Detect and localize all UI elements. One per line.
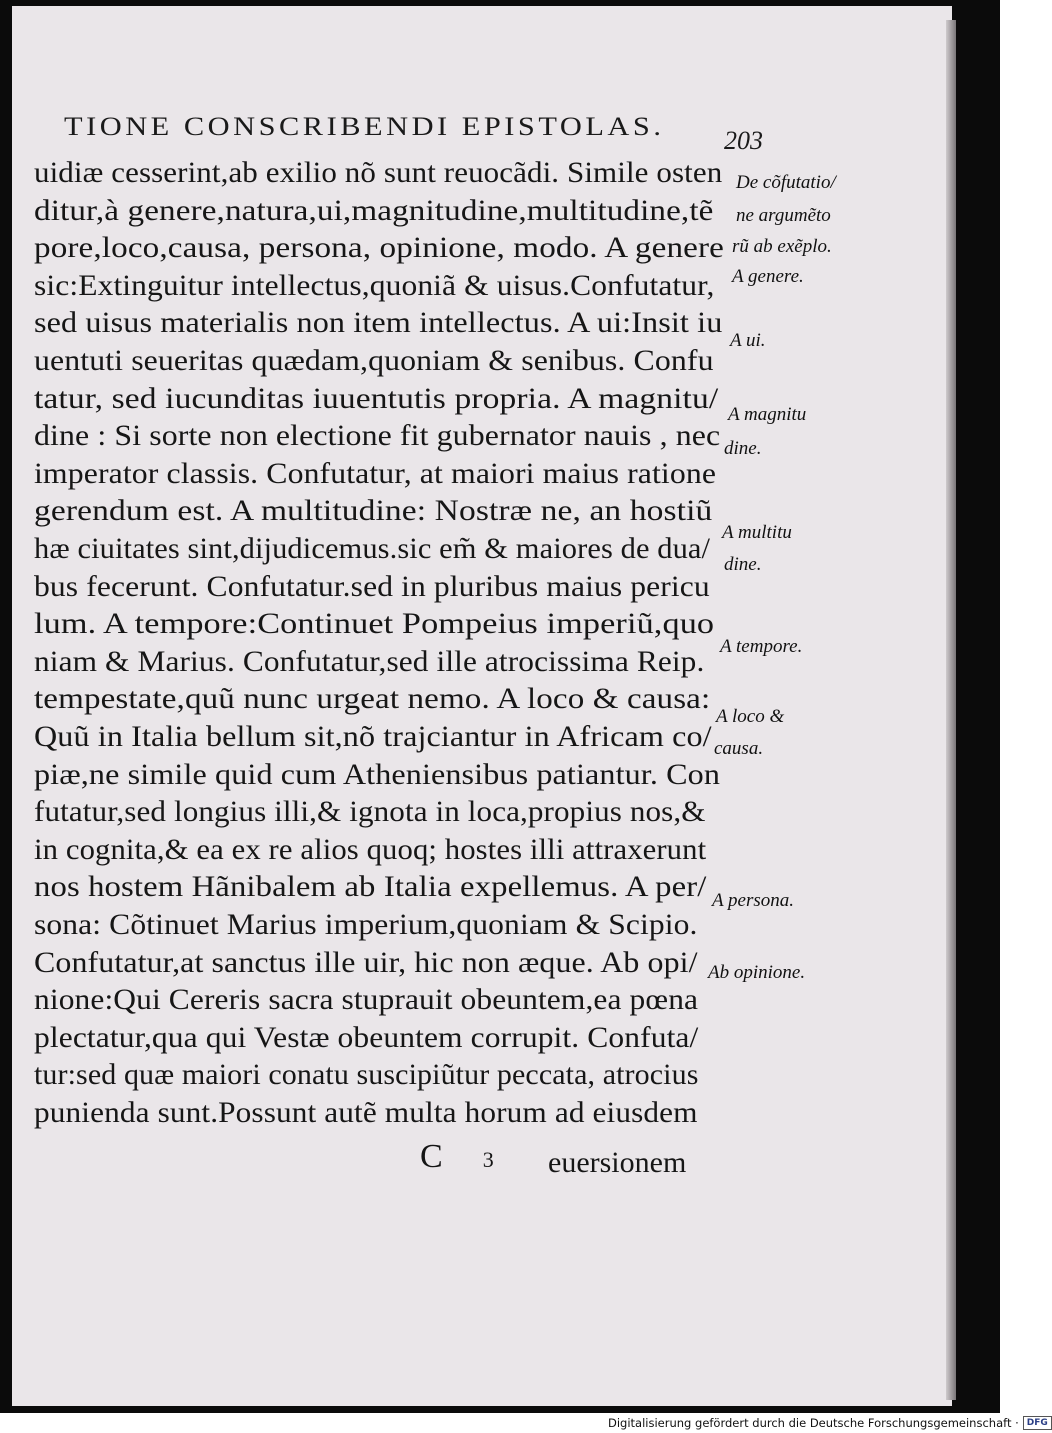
body-line: pore,loco,causa, persona, opinione, modo. A genere <box>34 231 724 265</box>
body-line: hæ ciuitates sint,dijudicemus.sic em̃ & maiores de dua/ <box>34 532 711 565</box>
body-line: gerendum est. A multitudine: Nostræ ne, an hostiũ <box>34 494 713 528</box>
body-line: imperator classis. Confutatur, at maiori maius ratione <box>34 456 717 490</box>
body-line: niam & Marius. Confutatur,sed ille atrocissima Reip. <box>34 644 705 678</box>
marginal-note: A magnitu <box>728 404 807 425</box>
marginal-note: rũ ab exẽplo. <box>732 236 832 257</box>
body-line: bus fecerunt. Confutatur.sed in pluribus maius pericu <box>34 569 710 603</box>
body-line: ditur,à genere,natura,ui,magnitudine,multitudine,tẽ <box>34 193 714 227</box>
folio-number: 203 <box>724 126 763 155</box>
body-line: dine : Si sorte non electione fit gubernator nauis , nec <box>34 419 721 453</box>
body-line: plectatur,qua qui Vestæ obeuntem corrupit. Confuta/ <box>34 1020 699 1054</box>
marginal-note: dine. <box>724 438 762 459</box>
catchword: euersionem <box>548 1146 687 1179</box>
body-line: tur:sed quæ maiori conatu suscipiũtur peccata, atrocius <box>34 1058 699 1092</box>
body-line: tempestate,quũ nunc urgeat nemo. A loco & causa: <box>34 682 711 716</box>
running-head: TIONE CONSCRIBENDI EPISTOLAS. <box>64 112 665 141</box>
signature-mark <box>420 1138 494 1176</box>
marginal-note: Ab opinione. <box>708 962 806 983</box>
marginal-note: dine. <box>724 554 762 575</box>
body-line: Quũ in Italia bellum sit,nõ trajciantur in Africam co/ <box>34 720 712 753</box>
marginal-note: A multitu <box>722 522 792 543</box>
body-line: Confutatur,at sanctus ille uir, hic non æque. Ab opi/ <box>34 945 698 979</box>
signature-letter: C <box>420 1138 443 1175</box>
body-line: sic:Extinguitur intellectus,quoniã & uisus.Confutatur, <box>34 268 715 302</box>
body-line: tatur, sed iucunditas iuuentutis propria. A magnitu/ <box>34 381 719 415</box>
body-line: sona: Cõtinuet Marius imperium,quoniam & Scipio. <box>34 908 698 941</box>
marginal-note: A ui. <box>730 330 766 351</box>
page-edge-shadow <box>946 20 956 1400</box>
marginal-note: causa. <box>714 738 764 759</box>
body-line: piæ,ne simile quid cum Atheniensibus patiantur. Con <box>34 757 721 791</box>
signature-number: 3 <box>482 1147 494 1172</box>
body-line: uentuti seueritas quædam,quoniam & senibus. Confu <box>34 344 714 377</box>
marginal-note: ne argumẽto <box>736 205 831 226</box>
body-line: punienda sunt.Possunt autẽ multa horum ad eiusdem <box>34 1096 698 1129</box>
dfg-logo: DFG <box>1023 1416 1052 1430</box>
marginal-note: A genere. <box>732 266 804 287</box>
credit-text: Digitalisierung gefördert durch die Deutsche Forschungsgemeinschaft · <box>608 1416 1019 1430</box>
digitization-credit <box>608 1416 1052 1430</box>
body-line: nione:Qui Cereris sacra stuprauit obeuntem,ea pœna <box>34 983 699 1017</box>
body-line: sed uisus materialis non item intellectus. A ui:Insit iu <box>34 306 723 340</box>
marginal-note: A persona. <box>712 890 794 911</box>
marginal-note: De cõfutatio/ <box>736 172 836 193</box>
body-line: lum. A tempore:Continuet Pompeius imperiũ,quo <box>34 607 715 641</box>
body-line: futatur,sed longius illi,& ignota in loca,propius nos,& <box>34 795 706 829</box>
marginal-note: A loco & <box>716 706 785 727</box>
body-line: uidiæ cesserint,ab exilio nõ sunt reuocãdi. Simile osten <box>34 156 723 189</box>
body-line: in cognita,& ea ex re alios quoq; hostes illi attraxerunt <box>34 832 707 866</box>
body-line: nos hostem Hãnibalem ab Italia expellemus. A per/ <box>34 870 707 904</box>
marginal-note: A tempore. <box>720 636 803 657</box>
